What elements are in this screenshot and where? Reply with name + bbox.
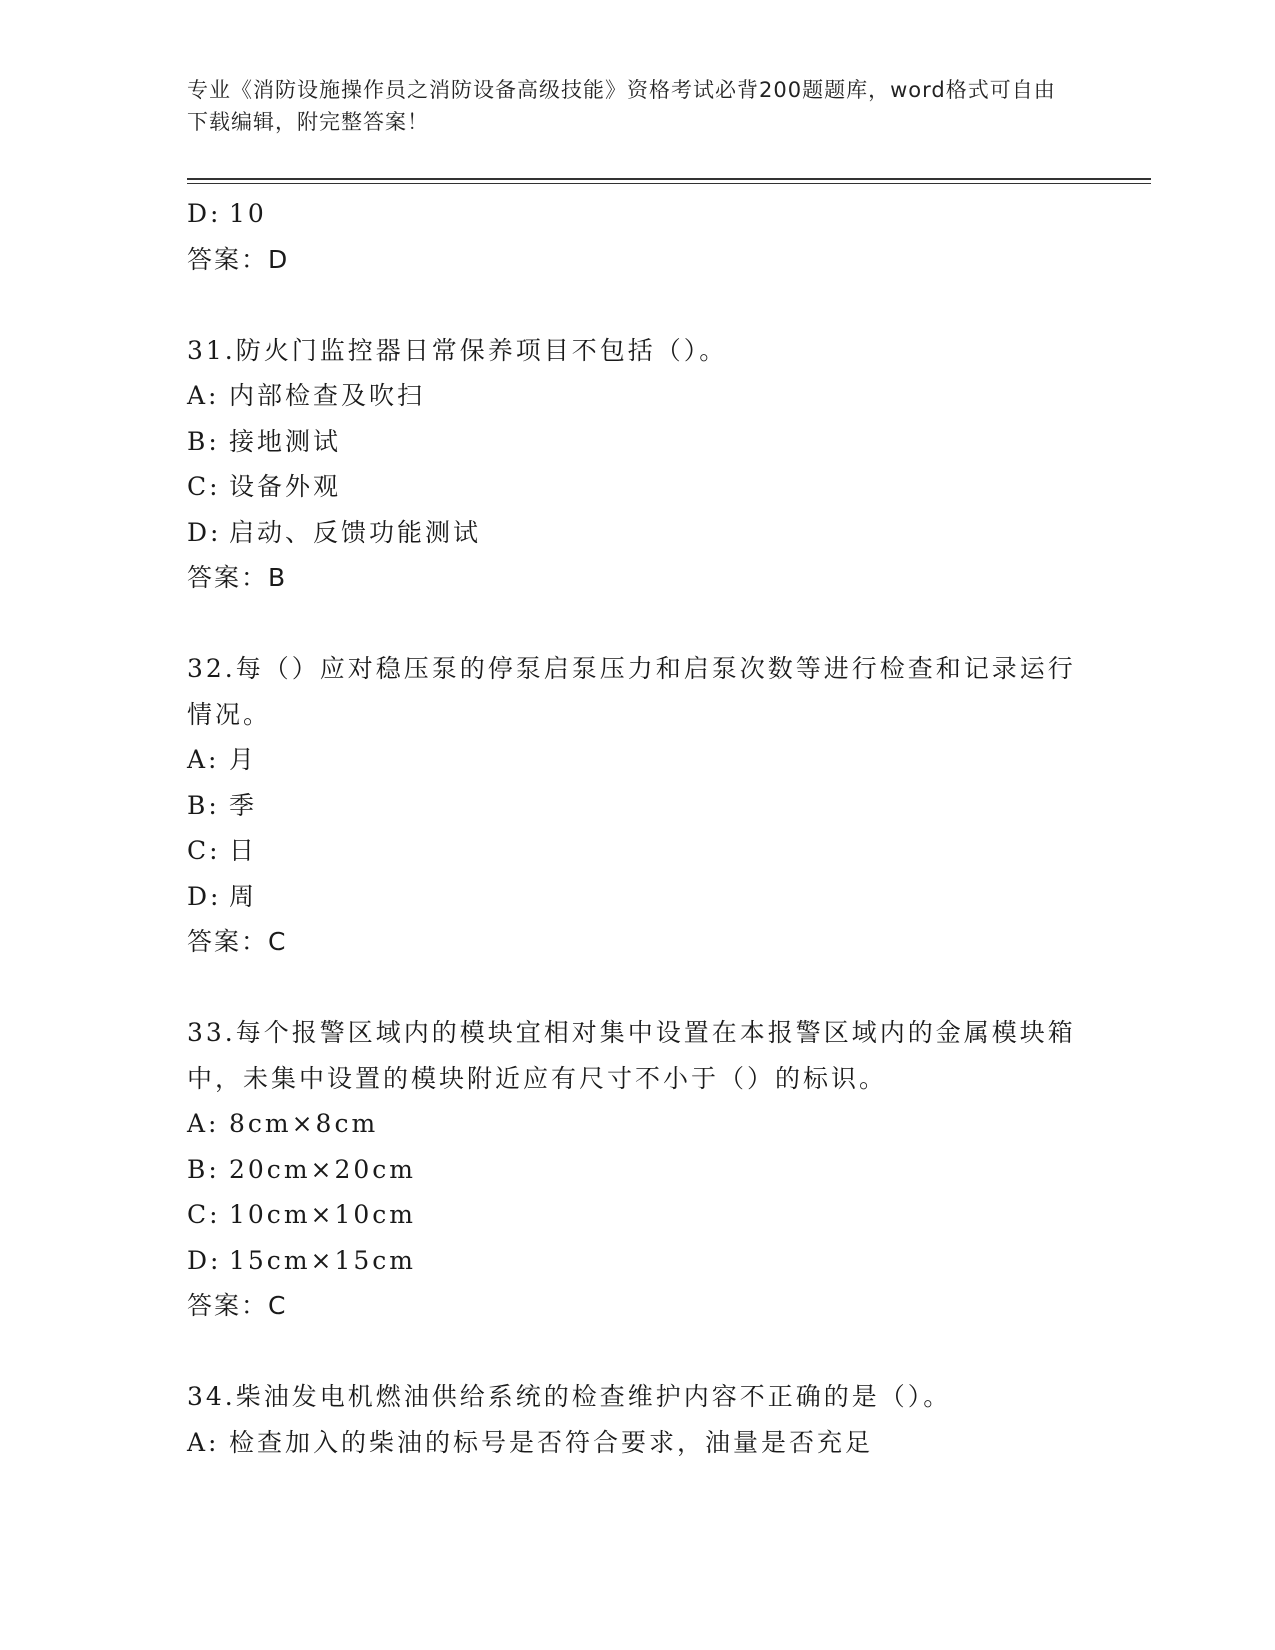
option-d	[187, 510, 1087, 556]
question-content	[187, 191, 1087, 1465]
option-text: 接地测试	[229, 426, 342, 456]
option-c	[187, 1192, 1087, 1238]
question-stem: 32.每（）应对稳压泵的停泵启泵压力和启泵次数等进行检查和记录运行情况。	[187, 654, 1076, 729]
option-label: D:	[187, 199, 222, 228]
option-label: C:	[187, 472, 221, 501]
option-label: A:	[187, 381, 220, 410]
header-divider	[187, 178, 1151, 180]
option-text: 季	[229, 790, 258, 820]
option-d	[187, 191, 1087, 237]
answer-line: 答案：C	[187, 1291, 288, 1320]
option-a	[187, 737, 1087, 783]
option-label: B:	[187, 1154, 220, 1184]
option-c	[187, 828, 1087, 874]
option-text: 15cm×15cm	[229, 1245, 416, 1275]
option-a	[187, 1420, 1087, 1466]
option-text: 检查加入的柴油的标号是否符合要求，油量是否充足	[229, 1427, 874, 1457]
question-stem: 31.防火门监控器日常保养项目不包括（）。	[187, 335, 728, 365]
option-text: 设备外观	[229, 472, 342, 501]
answer-line: 答案：B	[187, 563, 288, 592]
option-label: C:	[187, 1200, 221, 1229]
option-a	[187, 1101, 1087, 1147]
header-divider-thin	[187, 183, 1151, 184]
option-text: 20cm×20cm	[229, 1154, 416, 1184]
answer-line: 答案：D	[187, 244, 290, 274]
option-a	[187, 373, 1087, 419]
spacer	[187, 965, 1087, 1011]
option-b	[187, 419, 1087, 465]
option-label: D:	[187, 881, 222, 911]
option-text: 启动、反馈功能测试	[229, 517, 482, 547]
option-text: 8cm×8cm	[229, 1109, 379, 1138]
spacer	[187, 601, 1087, 647]
option-label: D:	[187, 1245, 222, 1275]
question-stem: 34.柴油发电机燃油供给系统的检查维护内容不正确的是（）。	[187, 1382, 952, 1411]
option-text: 10	[229, 199, 267, 228]
option-c	[187, 464, 1087, 510]
option-label: A:	[187, 1427, 220, 1457]
answer-line: 答案：C	[187, 927, 288, 956]
spacer	[187, 282, 1087, 328]
spacer	[187, 1329, 1087, 1375]
option-b	[187, 1147, 1087, 1193]
option-label: A:	[187, 745, 220, 774]
option-label: A:	[187, 1109, 220, 1138]
option-d	[187, 1238, 1087, 1284]
question-stem: 33.每个报警区域内的模块宜相对集中设置在本报警区域内的金属模块箱中，未集中设置的模块附近应有尺寸不小于（）的标识。	[187, 1018, 1076, 1093]
option-text: 月	[229, 745, 258, 774]
option-text: 日	[229, 836, 258, 865]
option-text: 内部检查及吹扫	[229, 381, 426, 410]
option-label: C:	[187, 836, 221, 865]
document-header: 专业《消防设施操作员之消防设备高级技能》资格考试必背200题题库，word格式可自由下载编辑，附完整答案！	[187, 78, 1056, 134]
option-label: B:	[187, 426, 220, 456]
option-label: D:	[187, 517, 222, 547]
option-text: 周	[229, 881, 258, 911]
option-text: 10cm×10cm	[229, 1200, 416, 1229]
option-label: B:	[187, 790, 220, 820]
option-d	[187, 874, 1087, 920]
option-b	[187, 783, 1087, 829]
